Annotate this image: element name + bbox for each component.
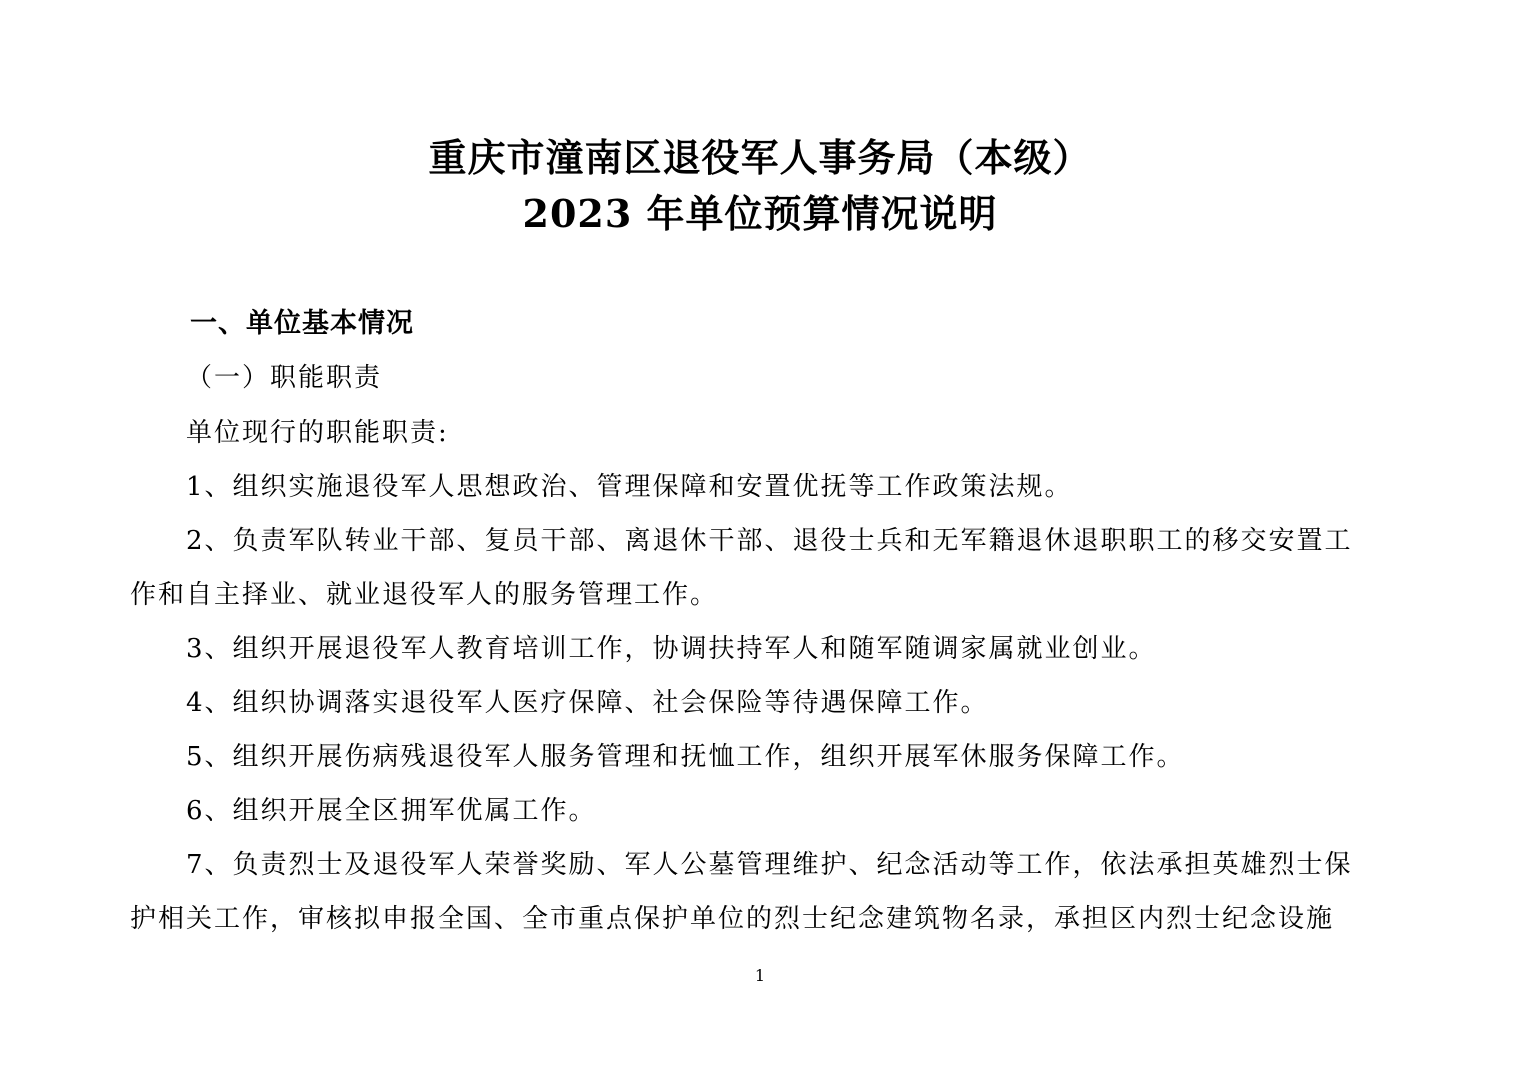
duties-intro: 单位现行的职能职责: bbox=[186, 418, 449, 448]
document-title-line-2: 2023 年单位预算情况说明 bbox=[522, 191, 998, 236]
section-heading-basic-info: 一、单位基本情况 bbox=[190, 308, 414, 339]
duty-item-3: 3、组织开展退役军人教育培训工作，协调扶持军人和随军随调家属就业创业。 bbox=[186, 634, 1157, 664]
duty-item-1: 1、组织实施退役军人思想政治、管理保障和安置优抚等工作政策法规。 bbox=[186, 472, 1073, 502]
duty-item-2-continued: 作和自主择业、就业退役军人的服务管理工作。 bbox=[130, 580, 719, 610]
duty-item-7-continued: 护相关工作，审核拟申报全国、全市重点保护单位的烈士纪念建筑物名录，承担区内烈士纪念设施 bbox=[130, 904, 1335, 934]
subsection-heading-duties: （一）职能职责 bbox=[186, 363, 383, 393]
duty-item-4: 4、组织协调落实退役军人医疗保障、社会保险等待遇保障工作。 bbox=[186, 688, 989, 718]
page-number: 1 bbox=[754, 966, 766, 985]
duty-item-7: 7、负责烈士及退役军人荣誉奖励、军人公墓管理维护、纪念活动等工作，依法承担英雄烈士保 bbox=[186, 850, 1353, 880]
duty-item-6: 6、组织开展全区拥军优属工作。 bbox=[186, 796, 597, 826]
duty-item-5: 5、组织开展伤病残退役军人服务管理和抚恤工作，组织开展军休服务保障工作。 bbox=[186, 742, 1185, 772]
document-title-line-1: 重庆市潼南区退役军人事务局（本级） bbox=[428, 135, 1092, 180]
duty-item-2: 2、负责军队转业干部、复员干部、离退休干部、退役士兵和无军籍退休退职职工的移交安置工 bbox=[186, 526, 1353, 556]
